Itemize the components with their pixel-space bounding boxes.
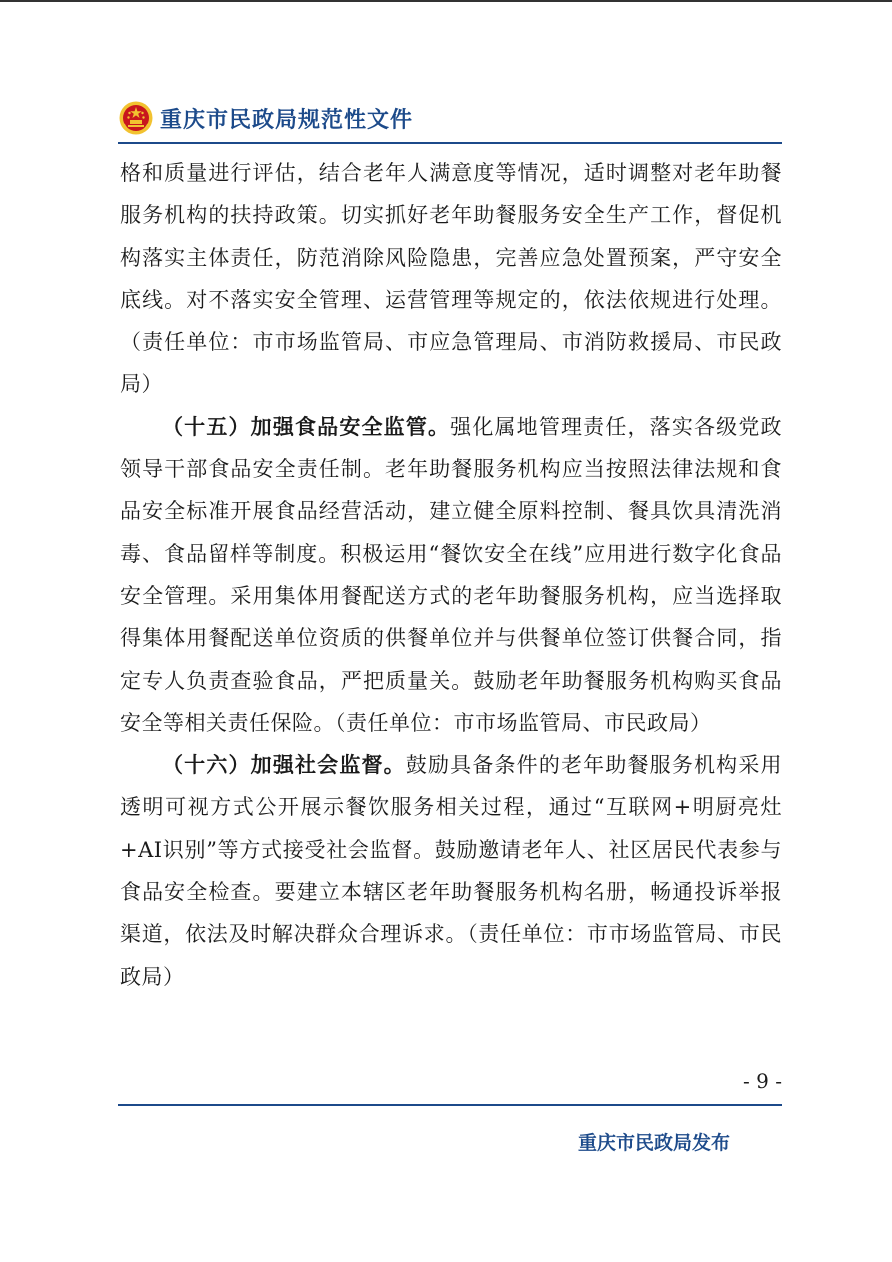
paragraph-section-15 <box>120 406 782 744</box>
section-15-text: 强化属地管理责任，落实各级党政领导干部食品安全责任制。老年助餐服务机构应当按照法律法规和食品安全标准开展食品经营活动，建立健全原料控制、餐具饮具清洗消毒、食品留样等制度。积极运用“餐饮安全在线”应用进行数字化食品安全管理。采用集体用餐配送方式的老年助餐服务机构，应当选择取得集体用餐配送单位资质的供餐单位并与供餐单位签订供餐合同，指定专人负责查验食品，严把质量关。鼓励老年助餐服务机构购买食品安全等相关责任保险。（责任单位：市市场监管局、市民政局） <box>120 414 783 735</box>
section-16-heading: （十六）加强社会监督。 <box>162 752 406 778</box>
paragraph-continuation: 格和质量进行评估，结合老年人满意度等情况，适时调整对老年助餐服务机构的扶持政策。切实抓好老年助餐服务安全生产工作，督促机构落实主体责任，防范消除风险隐患，完善应急处置预案，严守安全底线。对不落实安全管理、运营管理等规定的，依法依规进行处理。（责任单位：市市场监管局、市应急管理局、市消防救援局、市民政局） <box>120 161 782 397</box>
document-header <box>118 98 413 138</box>
footer-publisher: 重庆市民政局发布 <box>577 1132 730 1154</box>
paragraph-section-16 <box>120 744 782 998</box>
page-number: - 9 - <box>743 1069 782 1093</box>
header-divider <box>118 142 782 144</box>
footer-divider <box>118 1104 782 1106</box>
header-title: 重庆市民政局规范性文件 <box>160 107 414 133</box>
section-15-heading: （十五）加强食品安全监管。 <box>162 413 451 439</box>
top-border-line <box>0 0 892 2</box>
document-body <box>120 152 782 998</box>
section-16-text: 鼓励具备条件的老年助餐服务机构采用透明可视方式公开展示餐饮服务相关过程，通过“互联网+明厨亮灶+AI识别”等方式接受社会监督。鼓励邀请老年人、社区居民代表参与食品安全检查。要建立本辖区老年助餐服务机构名册，畅通投诉举报渠道，依法及时解决群众合理诉求。（责任单位：市市场监管局、市民政局） <box>120 753 783 989</box>
national-emblem-icon <box>118 100 154 136</box>
